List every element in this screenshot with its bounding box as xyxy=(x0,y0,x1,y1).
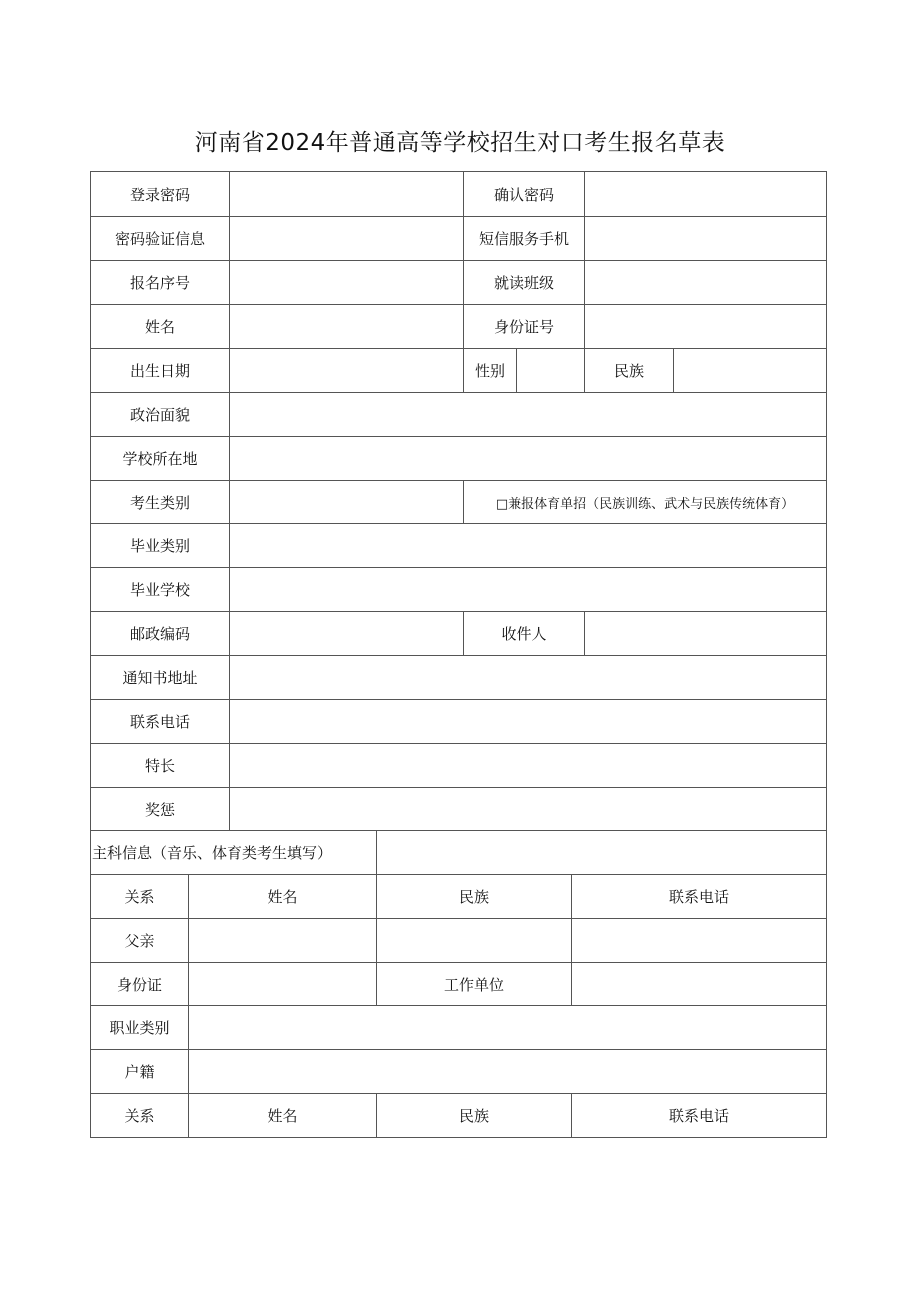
sms-phone-label: 短信服务手机 xyxy=(464,217,584,260)
specialty-label: 特长 xyxy=(91,744,229,787)
postal-code-input[interactable] xyxy=(230,612,463,655)
occupation-type-label: 职业类别 xyxy=(91,1006,188,1049)
recipient-input[interactable] xyxy=(585,612,826,655)
father-household-input[interactable] xyxy=(189,1050,826,1093)
class-label: 就读班级 xyxy=(464,261,584,304)
political-status-input[interactable] xyxy=(230,393,826,436)
id-card-label: 身份证 xyxy=(91,963,188,1005)
family-phone-header: 联系电话 xyxy=(572,875,826,918)
name-label: 姓名 xyxy=(91,305,229,348)
graduate-school-input[interactable] xyxy=(230,568,826,611)
form-title: 河南省2024年普通高等学校招生对口考生报名草表 xyxy=(194,130,726,156)
relation-header: 关系 xyxy=(91,875,188,918)
specialty-input[interactable] xyxy=(230,744,826,787)
father-id-card-input[interactable] xyxy=(189,963,376,1005)
gender-input[interactable] xyxy=(517,349,584,392)
graduate-type-input[interactable] xyxy=(230,524,826,567)
id-number-label: 身份证号 xyxy=(464,305,584,348)
reg-number-label: 报名序号 xyxy=(91,261,229,304)
graduate-type-label: 毕业类别 xyxy=(91,524,229,567)
graduate-school-label: 毕业学校 xyxy=(91,568,229,611)
father-ethnicity-input[interactable] xyxy=(377,919,571,962)
reg-number-input[interactable] xyxy=(230,261,463,304)
household-registration-label: 户籍 xyxy=(91,1050,188,1093)
login-password-label: 登录密码 xyxy=(91,172,229,216)
father-label: 父亲 xyxy=(91,919,188,962)
family-name-header: 姓名 xyxy=(189,875,376,918)
father-occupation-input[interactable] xyxy=(189,1006,826,1049)
login-password-input[interactable] xyxy=(230,172,463,216)
birth-date-label: 出生日期 xyxy=(91,349,229,392)
class-input[interactable] xyxy=(585,261,826,304)
sms-phone-input[interactable] xyxy=(585,217,826,260)
ethnicity-label: 民族 xyxy=(585,349,673,392)
password-verify-label: 密码验证信息 xyxy=(91,217,229,260)
recipient-label: 收件人 xyxy=(464,612,584,655)
school-location-input[interactable] xyxy=(230,437,826,480)
candidate-type-label: 考生类别 xyxy=(91,481,229,523)
confirm-password-label: 确认密码 xyxy=(464,172,584,216)
work-unit-label: 工作单位 xyxy=(377,963,571,1005)
notice-address-input[interactable] xyxy=(230,656,826,699)
political-status-label: 政治面貌 xyxy=(91,393,229,436)
ethnicity-input[interactable] xyxy=(674,349,826,392)
father-name-input[interactable] xyxy=(189,919,376,962)
contact-phone-input[interactable] xyxy=(230,700,826,743)
family-ethnicity-header-2: 民族 xyxy=(377,1094,571,1137)
candidate-type-input[interactable] xyxy=(230,481,463,523)
major-subject-input[interactable] xyxy=(377,831,826,874)
father-work-unit-input[interactable] xyxy=(572,963,826,1005)
sports-option-checkbox[interactable]: □兼报体育单招（民族训练、武术与民族传统体育） xyxy=(464,481,826,523)
password-verify-input[interactable] xyxy=(230,217,463,260)
postal-code-label: 邮政编码 xyxy=(91,612,229,655)
contact-phone-label: 联系电话 xyxy=(91,700,229,743)
major-subject-label: 主科信息（音乐、体育类考生填写） xyxy=(91,831,376,874)
father-phone-input[interactable] xyxy=(572,919,826,962)
notice-address-label: 通知书地址 xyxy=(91,656,229,699)
awards-input[interactable] xyxy=(230,788,826,830)
birth-date-input[interactable] xyxy=(230,349,463,392)
confirm-password-input[interactable] xyxy=(585,172,826,216)
family-name-header-2: 姓名 xyxy=(189,1094,376,1137)
school-location-label: 学校所在地 xyxy=(91,437,229,480)
awards-label: 奖惩 xyxy=(91,788,229,830)
family-ethnicity-header: 民族 xyxy=(377,875,571,918)
id-number-input[interactable] xyxy=(585,305,826,348)
name-input[interactable] xyxy=(230,305,463,348)
gender-label: 性别 xyxy=(464,349,516,392)
family-phone-header-2: 联系电话 xyxy=(572,1094,826,1137)
relation-header-2: 关系 xyxy=(91,1094,188,1137)
